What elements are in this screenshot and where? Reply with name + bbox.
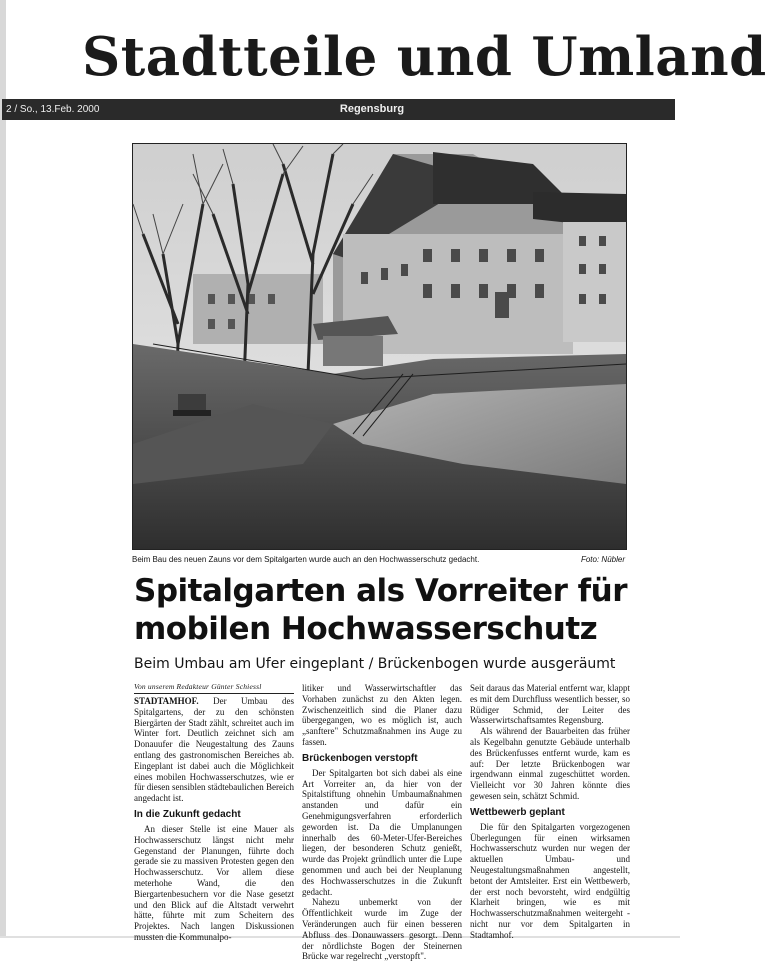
spitalgarten-photo-illustration	[133, 144, 626, 549]
section-heading: In die Zukunft gedacht	[134, 808, 241, 820]
section-heading: Wettbewerb geplant	[470, 806, 565, 818]
region-label: Regensburg	[339, 103, 405, 115]
issue-date: 2 / So., 13.Feb. 2000	[6, 104, 100, 115]
paragraph: Die für den Spitalgarten vorgezogenen Überlegungen für einen wirksamen Hochwasserschutz wurden nur wegen der aktuellen Umbau- und Neugestaltungsmaßnahmen angestellt, betont der Amtsleiter. Erst ein Wettbewerb, der erst noch bevorsteht, wird endgültig Klarheit bringen, wie es mit Hochwasserschutzmaßnahmen weitergeht - nicht nur vor dem Spitalgarten in Stadtamhof.	[470, 821, 630, 940]
paragraph: Nahezu unbemerkt von der Öffentlichkeit wurde im Zuge der Veränderungen auch für einen besseren Abfluss des Donauwassers gesorgt. Denn der nördlichste Bogen der Steinernen Brücke war regelrecht „verstopft".	[302, 897, 462, 962]
section-heading: Brückenbogen verstopft	[302, 752, 418, 764]
paragraph	[134, 696, 294, 804]
dateline: STADTAMHOF.	[134, 696, 199, 706]
article-photo	[132, 143, 627, 550]
article-byline: Von unserem Redakteur Günter Schiessl	[134, 681, 294, 694]
article-column-1	[134, 696, 295, 942]
article-subheadline: Beim Umbau am Ufer eingeplant / Brückenbogen wurde ausgeräumt	[134, 656, 616, 672]
headline-line-1: Spitalgarten als Vorreiter für	[134, 573, 627, 609]
headline-line-2: mobilen Hochwasserschutz	[134, 611, 598, 647]
paragraph: Seit daraus das Material entfernt war, klappt es mit dem Durchfluss wesentlich besser, so Rüdiger Schmid, der Leiter des Wasserwirtschaftsamtes Regensburg.	[470, 683, 630, 726]
caption-text: Beim Bau des neuen Zauns vor dem Spitalgarten wurde auch an den Hochwasserschutz gedacht.	[132, 555, 480, 564]
section-masthead: Stadtteile und Umland	[82, 26, 767, 88]
paragraph: litiker und Wasserwirtschaftler das Vorhaben zunächst zu den Akten legen. Zwischenzeitlich sind die Planer dazu übergegangen, wo es möglich ist, auch „sanftere" Schutzmaßnahmen ins Auge zu fassen.	[302, 683, 462, 747]
article-headline	[134, 572, 634, 648]
paragraph: An dieser Stelle ist eine Mauer als Hochwasserschutz längst nicht mehr Gegenstand der Planungen, führte doch gerade sie zu massiven Protesten gegen den Hochwasserschutz. Vor allem diese meterhohe Wand, die den Biergartenbesuchern vor die Nase gesetzt und den Blick auf die Altstadt verwehrt hätte, führte mit zum Scheitern des Projektes. Nach langen Diskussionen mussten die Kommunalpo-	[134, 823, 294, 942]
article-column-2	[302, 683, 462, 962]
photo-caption	[132, 553, 625, 567]
paragraph-text: Der Umbau des Spitalgartens, der zu den schönsten Biergärten der Stadt zählt, schreitet auch im Winter fort. Deutlich zeichnet sich am Donauufer die Neugestaltung des Zauns entlang des gastronomischen Bereiches ab. Eingeplant ist dabei auch die Möglichkeit eines mobilen Hochwasserschutzes, wie er für diesen sensiblen städtebaulichen Bereich angedacht ist.	[134, 696, 295, 804]
date-bar	[2, 99, 675, 120]
photo-credit: Foto: Nübler	[580, 555, 625, 564]
paragraph: Der Spitalgarten bot sich dabei als eine Art Vorreiter an, da hier von der Spitalstiftung ohnehin Umbaumaßnahmen anstanden und dafür ein Genehmigungsverfahren erforderlich geworden ist. Da die Umplanungen innerhalb des 60-Meter-Ufer-Bereiches liegen, der besonderen Schutz genießt, wurde das Projekt gründlich unter die Lupe genommen und auch bei der Neuplanung des Hochwasserschutzes in die Zukunft gedacht.	[302, 767, 462, 897]
article-column-3	[470, 683, 630, 940]
paragraph: Als während der Bauarbeiten das früher als Kegelbahn genutzte Gebäude unterhalb des Brückenfusses entfernt wurde, kam es auf: Der letzte Brückenbogen war irgendwann einmal zugeschüttet worden. Vielleicht vor 30 Jahren könnte dies gewesen sein, schätzt Schmid.	[470, 726, 630, 801]
